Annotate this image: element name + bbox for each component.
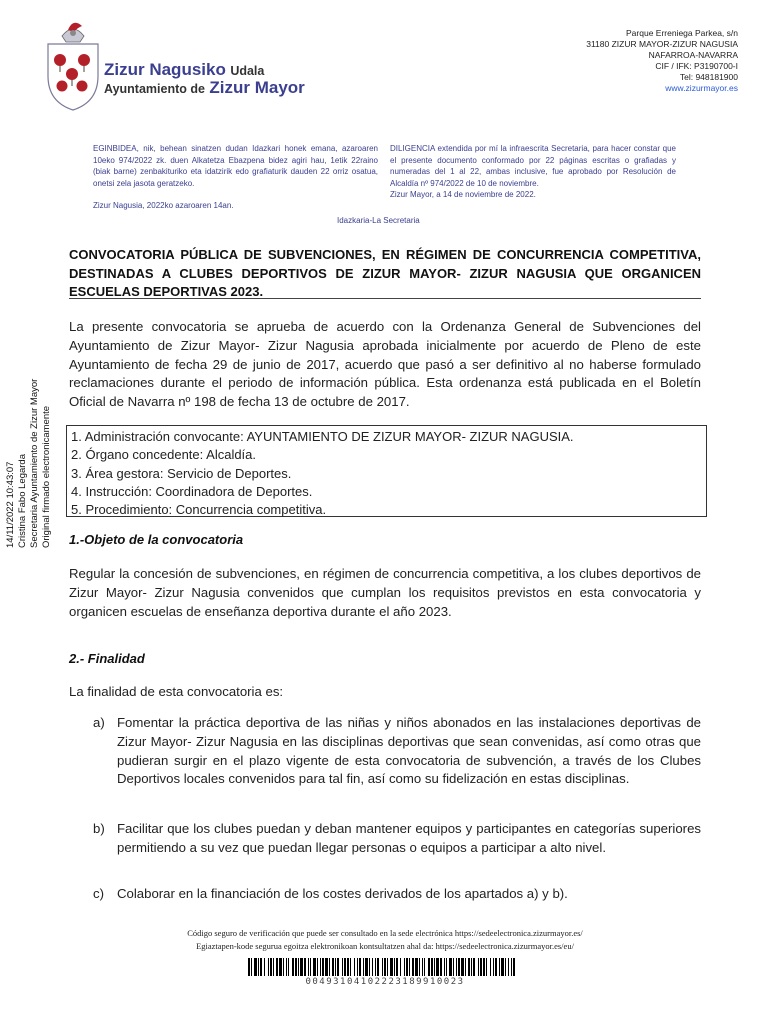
list-marker: c)	[93, 886, 104, 901]
diligencia-es-text: DILIGENCIA extendida por mí la infraescrita Secretaria, para hacer constar que el presente documento conformado por 22 páginas escritas o grafiadas y numeradas del 1 al 22, ambas inclusive, fue aprobado por Resolución de Alcaldía nº 974/2022 de 10 de noviembre.	[390, 144, 676, 188]
address-line: Tel: 948181900	[679, 72, 738, 82]
logo-name-es: Zizur Mayor	[209, 78, 305, 97]
list-marker: b)	[93, 821, 105, 836]
list-text: Fomentar la práctica deportiva de las niñas y niños abonados en las instalaciones deportivas de Zizur Mayor- Zizur Nagusia en las disciplinas deportivas que sean convenidas, así como otras que pudieran surgir en el plazo vigente de esta convocatoria de subvención, a través de los Clubes Deportivos locales convenidos para tal fin, así como su fidelización en estas disciplinas.	[117, 715, 701, 787]
logo-prefix-es: Ayuntamiento de	[104, 82, 205, 96]
barcode-number: 00493104102223189910023	[305, 977, 465, 987]
diligencia-eu-date: Zizur Nagusia, 2022ko azaroaren 14an.	[93, 201, 234, 210]
summary-item: 2. Órgano concedente: Alcaldía.	[71, 447, 257, 463]
address-line: Parque Erreniega Parkea, s/n	[626, 28, 738, 38]
logo-suffix-eu: Udala	[230, 64, 265, 78]
stamp-line: Original firmado electronicamente	[41, 405, 52, 548]
section-1-text: Regular la concesión de subvenciones, en régimen de concurrencia competitiva, a los clubes deportivos de Zizur Mayor- Zizur Nagusia convenidos que cumplan los requisitos previstos en esta convocatoria y organicen escuelas de enseñanza deportiva durante el año 2023.	[69, 566, 701, 619]
stamp-line: 14/11/2022 10:43:07	[5, 461, 16, 548]
list-marker: a)	[93, 715, 105, 730]
municipal-logo	[44, 20, 304, 110]
barcode-icon	[248, 958, 518, 976]
title-divider	[69, 298, 701, 299]
section-1-heading: 1.-Objeto de la convocatoria	[69, 532, 244, 547]
summary-box	[66, 425, 707, 517]
list-item	[93, 885, 701, 904]
section-2-heading: 2.- Finalidad	[69, 651, 145, 666]
electronic-signature-stamp	[5, 379, 53, 548]
list-item	[93, 714, 701, 789]
diligencia-es-date: Zizur Mayor, a 14 de noviembre de 2022.	[390, 190, 536, 199]
list-item	[93, 820, 701, 858]
summary-item: 1. Administración convocante: AYUNTAMIENTO DE ZIZUR MAYOR- ZIZUR NAGUSIA.	[71, 429, 574, 444]
website-link[interactable]: www.zizurmayor.es	[665, 83, 738, 93]
section-2-intro: La finalidad de esta convocatoria es:	[69, 684, 284, 699]
footer-verification-eu: Egiaztapen-kode segurua egoitza elektronikoan kontsultatzen ahal da: https://sedeelectronica.zizurmayor.es/eu/	[196, 941, 574, 951]
coat-of-arms-icon	[44, 20, 102, 112]
logo-name-eu: Zizur Nagusiko	[104, 60, 226, 79]
summary-item: 5. Procedimiento: Concurrencia competitiva.	[71, 502, 327, 518]
intro-paragraph: La presente convocatoria se aprueba de acuerdo con la Ordenanza General de Subvenciones del Ayuntamiento de Zizur Mayor- Zizur Nagusia aprobada inicialmente por acuerdo de Pleno de este Ayuntamiento de fecha 29 de junio de 2017, acuerdo que pasó a ser definitivo al no haberse formulado reclamaciones durante el periodo de información pública. Esta ordenanza está publicada en el Boletín Oficial de Navarra nº 198 de fecha 13 de octubre de 2017.	[69, 319, 701, 410]
diligencia-eu	[93, 143, 378, 212]
address-block	[518, 28, 738, 94]
address-line: 31180 ZIZUR MAYOR-ZIZUR NAGUSIA	[586, 39, 738, 49]
summary-item: 4. Instrucción: Coordinadora de Deportes.	[71, 483, 313, 499]
address-line: CIF / IFK: P3190700-I	[655, 61, 738, 71]
diligencia-eu-text: EGINBIDEA, nik, behean sinatzen dudan Idazkari honek emana, azaroaren 10eko 974/2022 zk. duen Alkatetza Ebazpena bidez agiri hau, 1etik 22raino (biak barne) zenbakituriko eta idatzirik edo grafiaturik dauden 22 orriz osatua, onetsi zela jasota geratzeko.	[93, 144, 378, 188]
list-text: Facilitar que los clubes puedan y deban mantener equipos y participantes en categorías superiores permitiendo a su vez que puedan llegar personas o equipos a participar a alto nivel.	[117, 821, 701, 855]
summary-item: 3. Área gestora: Servicio de Deportes.	[71, 465, 292, 481]
footer-verification-es: Código seguro de verificación que puede ser consultado en la sede electrónica https://sedeelectronica.zizurmayor.es/	[187, 928, 583, 938]
address-line: NAFARROA-NAVARRA	[648, 50, 738, 60]
diligencia-es	[390, 143, 676, 201]
document-title: CONVOCATORIA PÚBLICA DE SUBVENCIONES, EN RÉGIMEN DE CONCURRENCIA COMPETITIVA, DESTINADAS A CLUBES DEPORTIVOS DE ZIZUR MAYOR- ZIZUR NAGUSIA QUE ORGANICEN ESCUELAS DEPORTIVAS 2023.	[69, 247, 701, 299]
stamp-line: Cristina Fabo Legarda	[17, 454, 28, 548]
list-text: Colaborar en la financiación de los costes derivados de los apartados a) y b).	[117, 886, 568, 901]
stamp-line: Secretaria Ayuntamiento de Zizur Mayor	[29, 378, 40, 548]
diligencia-signature: Idazkaria-La Secretaria	[337, 216, 420, 225]
